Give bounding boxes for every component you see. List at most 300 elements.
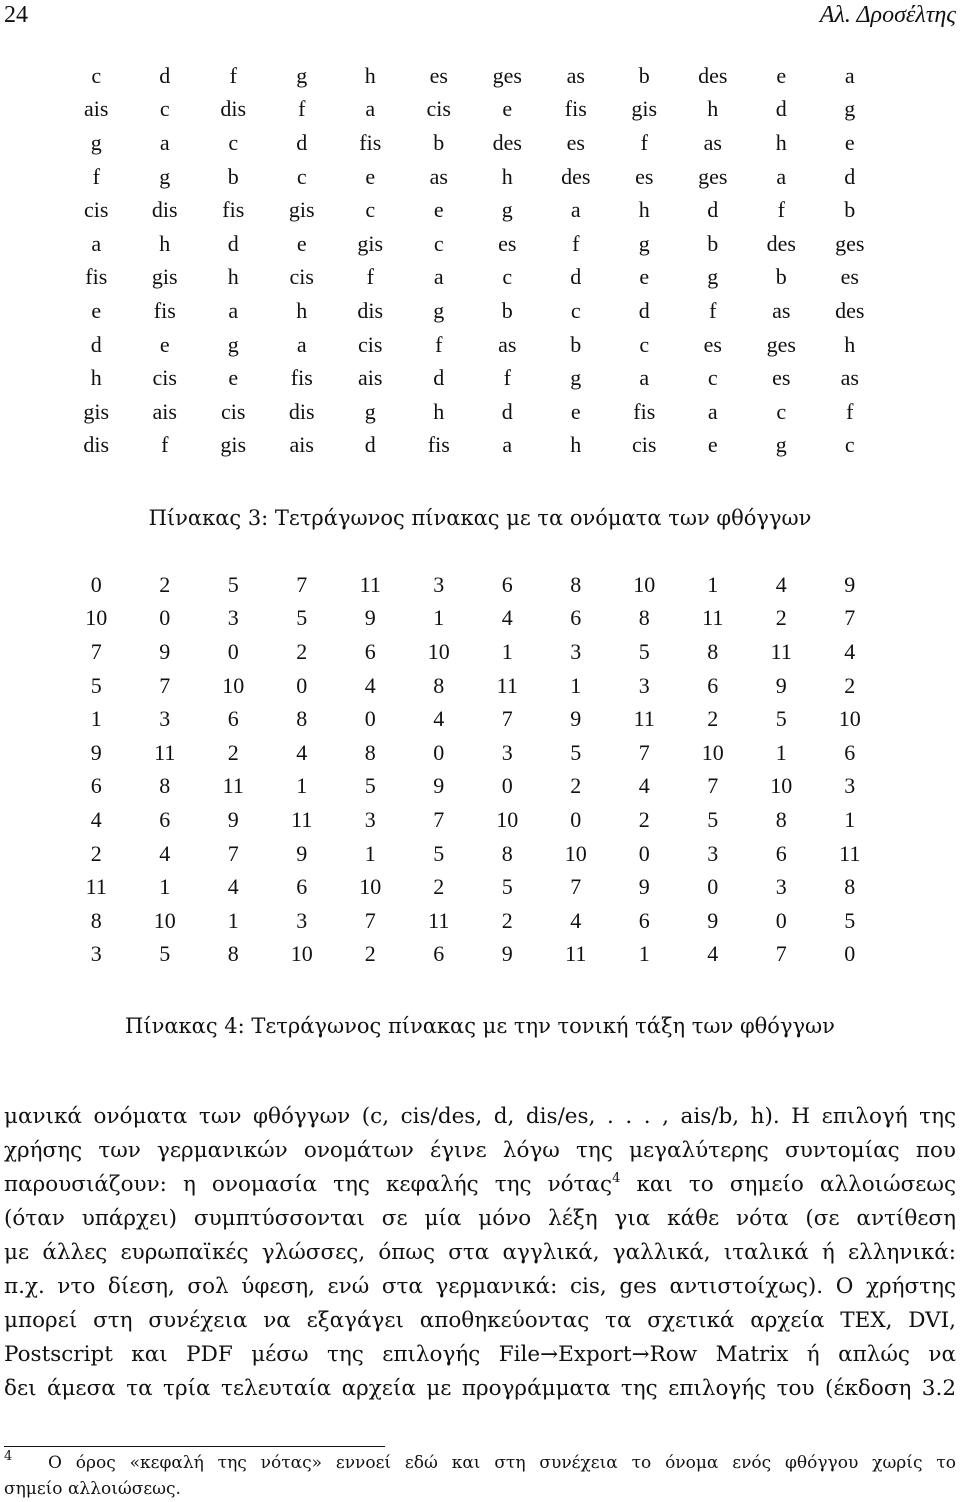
- matrix-cell: 6: [501, 571, 513, 597]
- matrix-cell: f: [366, 264, 374, 290]
- matrix-cell: 9: [844, 571, 856, 597]
- matrix-cell: g: [296, 62, 308, 88]
- matrix-cell: 11: [496, 672, 518, 698]
- matrix-cell: f: [161, 432, 169, 458]
- matrix-cell: a: [502, 432, 513, 458]
- matrix-cell: cis: [426, 96, 451, 122]
- matrix-row: [62, 602, 884, 636]
- matrix-cell: d: [707, 197, 719, 223]
- matrix-cell: g: [227, 331, 239, 357]
- matrix-cell: 7: [364, 907, 376, 933]
- matrix-cell: gis: [151, 264, 178, 290]
- matrix-cell: d: [296, 129, 308, 155]
- matrix-cell: a: [228, 297, 239, 323]
- body-line: [4, 1168, 956, 1202]
- matrix-cell: f: [846, 398, 854, 424]
- matrix-cell: 7: [638, 739, 650, 765]
- matrix-row: [62, 669, 884, 703]
- matrix-cell: es: [566, 129, 585, 155]
- matrix-cell: 10: [290, 941, 313, 967]
- matrix-cell: g: [159, 163, 171, 189]
- matrix-cell: 4: [90, 806, 102, 832]
- matrix-cell: 9: [501, 941, 513, 967]
- matrix-cell: b: [227, 163, 239, 189]
- matrix-cell: 2: [296, 638, 308, 664]
- matrix-cell: g: [433, 297, 445, 323]
- matrix-cell: 8: [364, 739, 376, 765]
- matrix-cell: gis: [288, 197, 315, 223]
- matrix-cell: cis: [84, 197, 109, 223]
- matrix-cell: 3: [570, 638, 582, 664]
- matrix-cell: es: [840, 264, 859, 290]
- matrix-cell: ges: [492, 62, 522, 88]
- matrix-cell: 1: [844, 806, 856, 832]
- matrix-cell: 1: [638, 941, 650, 967]
- matrix-cell: c: [844, 432, 855, 458]
- matrix-cell: f: [640, 129, 648, 155]
- matrix-cell: fis: [427, 432, 450, 458]
- matrix-cell: 10: [153, 907, 176, 933]
- matrix-cell: d: [501, 398, 513, 424]
- matrix-cell: 10: [770, 773, 793, 799]
- matrix-cell: 0: [159, 605, 171, 631]
- matrix-cell: 4: [433, 706, 445, 732]
- matrix-cell: 1: [775, 739, 787, 765]
- matrix-cell: 11: [702, 605, 724, 631]
- matrix-cell: d: [227, 230, 239, 256]
- matrix-cell: b: [775, 264, 787, 290]
- matrix-cell: 1: [433, 605, 445, 631]
- matrix-cell: fis: [222, 197, 245, 223]
- matrix-row: [62, 803, 884, 837]
- matrix-cell: a: [296, 331, 307, 357]
- matrix-cell: 6: [227, 706, 239, 732]
- matrix-cell: 11: [428, 907, 450, 933]
- matrix-cell: dis: [220, 96, 247, 122]
- matrix-cell: 2: [844, 672, 856, 698]
- matrix-cell: dis: [83, 432, 110, 458]
- matrix-cell: g: [844, 96, 856, 122]
- matrix-cell: 5: [364, 773, 376, 799]
- matrix-cell: e: [844, 129, 855, 155]
- matrix-cell: 5: [570, 739, 582, 765]
- matrix-cell: 5: [844, 907, 856, 933]
- matrix-cell: h: [775, 129, 787, 155]
- matrix-cell: 3: [844, 773, 856, 799]
- matrix-cell: f: [709, 297, 717, 323]
- matrix-cell: d: [159, 62, 171, 88]
- matrix-cell: 11: [359, 571, 381, 597]
- page-number: 24: [4, 2, 28, 28]
- matrix-cell: dis: [151, 197, 178, 223]
- matrix-cell: 10: [838, 706, 861, 732]
- matrix-row: [62, 328, 884, 362]
- footnote-line: [4, 1450, 956, 1476]
- matrix-cell: ais: [152, 398, 177, 424]
- matrix-cell: 10: [564, 840, 587, 866]
- matrix-row: [62, 126, 884, 160]
- matrix-cell: 9: [775, 672, 787, 698]
- matrix-cell: 10: [496, 806, 519, 832]
- matrix-cell: 8: [227, 941, 239, 967]
- matrix-cell: gis: [83, 398, 110, 424]
- matrix-cell: 8: [501, 840, 513, 866]
- matrix-cell: 6: [433, 941, 445, 967]
- matrix-cell: c: [502, 264, 513, 290]
- matrix-cell: e: [570, 398, 581, 424]
- matrix-cell: 1: [501, 638, 513, 664]
- matrix-cell: 5: [501, 874, 513, 900]
- matrix-cell: 9: [296, 840, 308, 866]
- matrix-cell: 4: [775, 571, 787, 597]
- matrix-cell: fis: [359, 129, 382, 155]
- body-line: δει άμεσα τα τρία τελευταία αρχεία με προγράμματα της επιλογής του (έκδοση 3.2: [4, 1376, 956, 1401]
- matrix-cell: 11: [291, 806, 313, 832]
- matrix-cell: b: [844, 197, 856, 223]
- matrix-cell: 0: [433, 739, 445, 765]
- body-line: με άλλες ευρωπαϊκές γλώσσες, όπως στα αγγλικά, γαλλικά, ιταλικά ή ελληνικά:: [4, 1240, 956, 1265]
- matrix-cell: 0: [501, 773, 513, 799]
- matrix-cell: d: [90, 331, 102, 357]
- matrix-row: [62, 227, 884, 261]
- matrix-cell: 1: [364, 840, 376, 866]
- matrix-row: [62, 294, 884, 328]
- body-line: Postscript και PDF μέσω της επιλογής File→Export→Row Matrix ή απλώς να: [4, 1342, 956, 1367]
- matrix-cell: 9: [638, 874, 650, 900]
- matrix-cell: g: [570, 365, 582, 391]
- matrix-cell: des: [698, 62, 728, 88]
- footnote-reference: 4: [612, 1171, 621, 1186]
- matrix-cell: 2: [90, 840, 102, 866]
- matrix-cell: f: [572, 230, 580, 256]
- matrix-cell: c: [433, 230, 444, 256]
- matrix-row: [62, 736, 884, 770]
- matrix-cell: 8: [775, 806, 787, 832]
- matrix-cell: as: [840, 365, 859, 391]
- matrix-row: [62, 429, 884, 463]
- matrix-cell: g: [364, 398, 376, 424]
- body-line: μανικά ονόματα των φθόγγων (c, cis/des, d, dis/es, . . . , ais/b, h). Η επιλογή της: [4, 1104, 956, 1129]
- matrix-cell: 7: [844, 605, 856, 631]
- matrix-cell: 2: [364, 941, 376, 967]
- matrix-cell: 9: [707, 907, 719, 933]
- matrix-cell: 11: [154, 739, 176, 765]
- footnote-mark: 4: [4, 1449, 13, 1464]
- matrix-cell: c: [639, 331, 650, 357]
- matrix-cell: d: [638, 297, 650, 323]
- matrix-cell: 3: [90, 941, 102, 967]
- matrix-cell: 8: [844, 874, 856, 900]
- matrix-cell: 3: [364, 806, 376, 832]
- matrix-cell: e: [159, 331, 170, 357]
- matrix-cell: 0: [707, 874, 719, 900]
- matrix-cell: 5: [227, 571, 239, 597]
- matrix-cell: h: [227, 264, 239, 290]
- note-names-matrix: [62, 59, 884, 462]
- matrix-cell: c: [296, 163, 307, 189]
- matrix-cell: 3: [501, 739, 513, 765]
- matrix-row: [62, 837, 884, 871]
- page-header: [4, 0, 956, 36]
- matrix-cell: a: [365, 96, 376, 122]
- matrix-cell: 7: [227, 840, 239, 866]
- footnote-rule: [4, 1446, 385, 1447]
- matrix-cell: es: [703, 331, 722, 357]
- matrix-row: [62, 361, 884, 395]
- matrix-cell: cis: [152, 365, 177, 391]
- matrix-cell: 5: [707, 806, 719, 832]
- matrix-cell: 7: [433, 806, 445, 832]
- matrix-cell: 6: [90, 773, 102, 799]
- matrix-cell: 0: [227, 638, 239, 664]
- matrix-cell: 1: [159, 874, 171, 900]
- matrix-cell: d: [364, 432, 376, 458]
- matrix-cell: 9: [227, 806, 239, 832]
- matrix-cell: h: [501, 163, 513, 189]
- matrix-cell: dis: [357, 297, 384, 323]
- matrix-cell: b: [570, 331, 582, 357]
- matrix-cell: a: [776, 163, 787, 189]
- body-line: (όταν υπάρχει) συμπτύσσονται σε μία μόνο λέξη για κάθε νότα (σε αντίθεση: [4, 1206, 956, 1231]
- matrix-cell: gis: [220, 432, 247, 458]
- matrix-cell: des: [835, 297, 865, 323]
- matrix-cell: 4: [501, 605, 513, 631]
- matrix-cell: 10: [359, 874, 382, 900]
- matrix-cell: 0: [296, 672, 308, 698]
- matrix-cell: 7: [775, 941, 787, 967]
- matrix-row: [62, 635, 884, 669]
- matrix-cell: h: [90, 365, 102, 391]
- matrix-cell: 4: [844, 638, 856, 664]
- matrix-cell: g: [707, 264, 719, 290]
- matrix-cell: f: [503, 365, 511, 391]
- matrix-cell: h: [364, 62, 376, 88]
- matrix-cell: e: [228, 365, 239, 391]
- matrix-cell: 5: [296, 605, 308, 631]
- matrix-cell: as: [772, 297, 791, 323]
- matrix-row: [62, 770, 884, 804]
- matrix-cell: b: [433, 129, 445, 155]
- matrix-cell: e: [365, 163, 376, 189]
- matrix-cell: 10: [427, 638, 450, 664]
- matrix-cell: 1: [227, 907, 239, 933]
- matrix-cell: 4: [707, 941, 719, 967]
- matrix-cell: 11: [633, 706, 655, 732]
- matrix-cell: f: [777, 197, 785, 223]
- matrix-cell: 3: [775, 874, 787, 900]
- matrix-cell: e: [776, 62, 787, 88]
- matrix-cell: 10: [85, 605, 108, 631]
- matrix-cell: c: [228, 129, 239, 155]
- matrix-cell: 2: [227, 739, 239, 765]
- matrix-cell: 5: [90, 672, 102, 698]
- matrix-cell: as: [498, 331, 517, 357]
- matrix-cell: h: [296, 297, 308, 323]
- matrix-cell: 5: [775, 706, 787, 732]
- matrix-cell: 3: [638, 672, 650, 698]
- matrix-cell: 6: [844, 739, 856, 765]
- matrix-cell: e: [91, 297, 102, 323]
- matrix-cell: 5: [638, 638, 650, 664]
- matrix-cell: f: [92, 163, 100, 189]
- matrix-cell: 8: [433, 672, 445, 698]
- matrix-cell: dis: [288, 398, 315, 424]
- matrix-cell: 11: [222, 773, 244, 799]
- matrix-cell: 6: [159, 806, 171, 832]
- matrix-cell: cis: [632, 432, 657, 458]
- matrix-cell: g: [501, 197, 513, 223]
- matrix-cell: a: [433, 264, 444, 290]
- matrix-cell: fis: [290, 365, 313, 391]
- footnote-text: Ο όρος «κεφαλή της νότας» εννοεί εδώ και στη συνέχεια το όνομα ενός φθόγγου χωρίς το: [48, 1453, 956, 1473]
- matrix-cell: 7: [296, 571, 308, 597]
- matrix-cell: 11: [565, 941, 587, 967]
- matrix-cell: 11: [85, 874, 107, 900]
- matrix-row: [62, 59, 884, 93]
- matrix-cell: e: [707, 432, 718, 458]
- matrix-cell: b: [638, 62, 650, 88]
- matrix-cell: fis: [633, 398, 656, 424]
- matrix-cell: ges: [766, 331, 796, 357]
- matrix-cell: 8: [570, 571, 582, 597]
- matrix-cell: c: [159, 96, 170, 122]
- matrix-row: [62, 395, 884, 429]
- matrix-row: [62, 568, 884, 602]
- matrix-cell: 0: [90, 571, 102, 597]
- body-line: μπορεί στη συνέχεια να εξαγάγει αποθηκεύοντας τα σχετικά αρχεία TEX, DVI,: [4, 1308, 956, 1333]
- matrix-cell: e: [502, 96, 513, 122]
- matrix-row: [62, 870, 884, 904]
- matrix-cell: h: [707, 96, 719, 122]
- matrix-cell: 6: [296, 874, 308, 900]
- matrix-cell: fis: [153, 297, 176, 323]
- matrix-cell: g: [638, 230, 650, 256]
- matrix-cell: 7: [90, 638, 102, 664]
- matrix-cell: d: [844, 163, 856, 189]
- matrix-row: [62, 193, 884, 227]
- matrix-cell: 0: [638, 840, 650, 866]
- matrix-cell: a: [570, 197, 581, 223]
- matrix-cell: 1: [296, 773, 308, 799]
- matrix-cell: 10: [701, 739, 724, 765]
- matrix-cell: 6: [570, 605, 582, 631]
- matrix-cell: 2: [433, 874, 445, 900]
- matrix-cell: 0: [570, 806, 582, 832]
- matrix-cell: 2: [501, 907, 513, 933]
- matrix-cell: 4: [159, 840, 171, 866]
- matrix-cell: d: [570, 264, 582, 290]
- matrix-cell: h: [570, 432, 582, 458]
- matrix-cell: 3: [159, 706, 171, 732]
- matrix-cell: ais: [289, 432, 314, 458]
- matrix-cell: es: [498, 230, 517, 256]
- matrix-cell: es: [635, 163, 654, 189]
- matrix-cell: 3: [433, 571, 445, 597]
- matrix-cell: cis: [289, 264, 314, 290]
- running-head: Αλ. Δροσέλτης: [819, 2, 956, 28]
- matrix-cell: ais: [84, 96, 109, 122]
- matrix-cell: 4: [638, 773, 650, 799]
- matrix-cell: 5: [159, 941, 171, 967]
- matrix-cell: 11: [839, 840, 861, 866]
- matrix-row: [62, 93, 884, 127]
- matrix-cell: 4: [296, 739, 308, 765]
- matrix-cell: c: [776, 398, 787, 424]
- matrix-cell: 9: [570, 706, 582, 732]
- matrix-cell: 7: [159, 672, 171, 698]
- matrix-cell: 8: [707, 638, 719, 664]
- matrix-cell: 0: [775, 907, 787, 933]
- matrix-cell: e: [296, 230, 307, 256]
- matrix-cell: 2: [707, 706, 719, 732]
- table-3-caption: Πίνακας 3: Τετράγωνος πίνακας με τα ονόματα των φθόγγων: [148, 506, 812, 530]
- matrix-row: [62, 702, 884, 736]
- matrix-cell: es: [772, 365, 791, 391]
- matrix-cell: a: [159, 129, 170, 155]
- matrix-cell: 1: [570, 672, 582, 698]
- matrix-cell: d: [433, 365, 445, 391]
- matrix-cell: a: [91, 230, 102, 256]
- matrix-cell: g: [775, 432, 787, 458]
- footnote-line: σημείο αλλοιώσεως.: [4, 1479, 181, 1499]
- matrix-cell: h: [638, 197, 650, 223]
- matrix-cell: des: [492, 129, 522, 155]
- matrix-cell: 0: [844, 941, 856, 967]
- matrix-cell: e: [433, 197, 444, 223]
- matrix-cell: 3: [296, 907, 308, 933]
- body-line: π.χ. ντο δίεση, σολ ύφεση, ενώ στα γερμανικά: cis, ges αντιστοίχως). Ο χρήστης: [4, 1274, 956, 1299]
- matrix-cell: 5: [433, 840, 445, 866]
- matrix-cell: 2: [775, 605, 787, 631]
- body-line: χρήσης των γερμανικών ονομάτων έγινε λόγω της μεγαλύτερης συντομίας που: [4, 1138, 956, 1163]
- matrix-row: [62, 261, 884, 295]
- table-4-caption: Πίνακας 4: Τετράγωνος πίνακας με την τονική τάξη των φθόγγων: [125, 1014, 835, 1038]
- matrix-cell: c: [570, 297, 581, 323]
- matrix-cell: 3: [707, 840, 719, 866]
- matrix-cell: 1: [90, 706, 102, 732]
- matrix-cell: h: [844, 331, 856, 357]
- matrix-cell: as: [429, 163, 448, 189]
- matrix-cell: 11: [770, 638, 792, 664]
- matrix-cell: f: [229, 62, 237, 88]
- matrix-cell: 9: [159, 638, 171, 664]
- matrix-cell: cis: [221, 398, 246, 424]
- matrix-cell: 6: [364, 638, 376, 664]
- matrix-cell: fis: [85, 264, 108, 290]
- matrix-cell: h: [433, 398, 445, 424]
- matrix-cell: 9: [364, 605, 376, 631]
- matrix-cell: a: [639, 365, 650, 391]
- matrix-cell: 9: [433, 773, 445, 799]
- matrix-cell: des: [561, 163, 591, 189]
- matrix-cell: 9: [90, 739, 102, 765]
- matrix-cell: 6: [638, 907, 650, 933]
- matrix-cell: 2: [638, 806, 650, 832]
- matrix-cell: 8: [159, 773, 171, 799]
- matrix-cell: 7: [501, 706, 513, 732]
- matrix-cell: 10: [633, 571, 656, 597]
- pitch-class-matrix: [62, 568, 884, 971]
- matrix-cell: 8: [296, 706, 308, 732]
- matrix-cell: 8: [638, 605, 650, 631]
- matrix-cell: gis: [357, 230, 384, 256]
- matrix-cell: cis: [358, 331, 383, 357]
- matrix-cell: a: [707, 398, 718, 424]
- matrix-cell: h: [159, 230, 171, 256]
- matrix-cell: 2: [159, 571, 171, 597]
- matrix-cell: 8: [90, 907, 102, 933]
- body-line-part: και το σημείο αλλοιώσεως: [636, 1172, 956, 1197]
